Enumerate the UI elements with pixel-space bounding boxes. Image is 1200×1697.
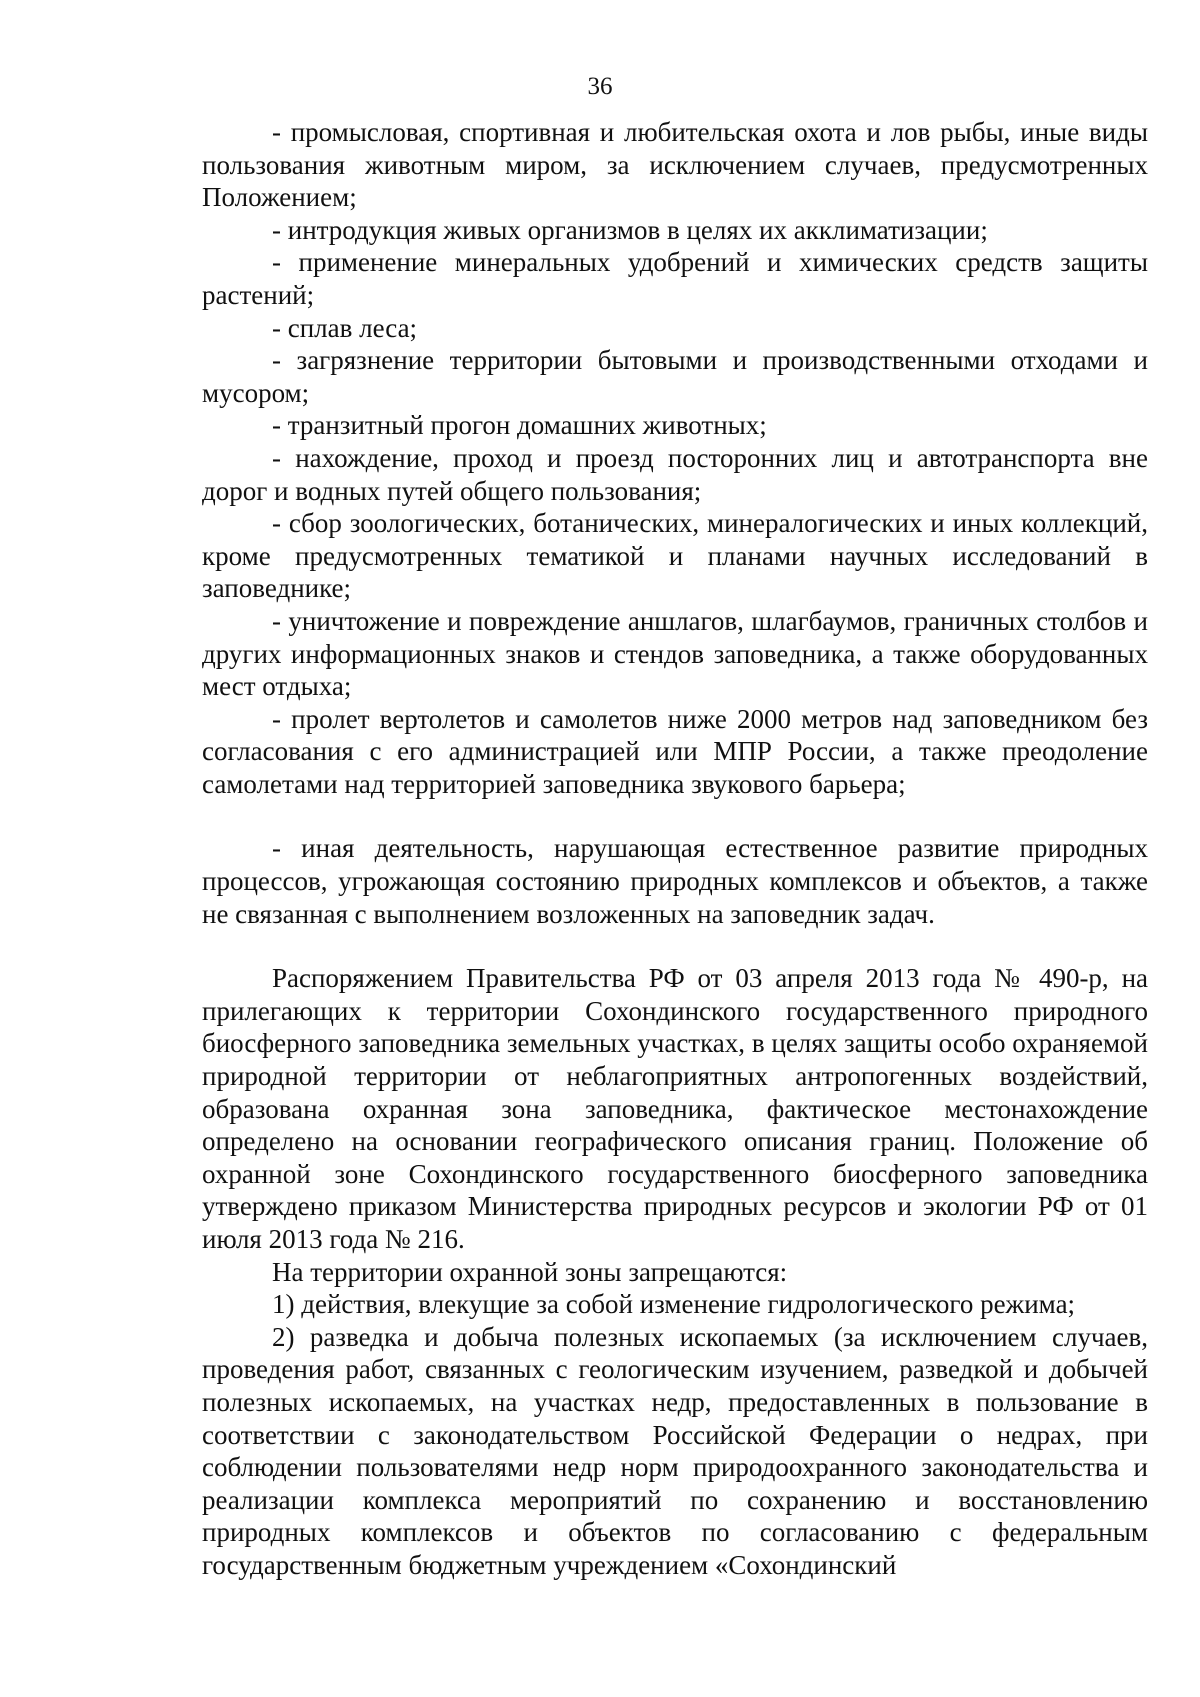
list-item: - нахождение, проход и проезд посторонних лиц и автотранспорта вне дорог и водных путей общего пользования; (202, 442, 1148, 506)
list-item: - сбор зоологических, ботанических, минералогических и иных коллекций, кроме предусмотренных тематикой и планами научных исследований в заповеднике; (202, 508, 1148, 604)
page-number: 36 (587, 73, 613, 100)
list-item: - загрязнение территории бытовыми и производственными отходами и мусором; (202, 345, 1148, 408)
list-item: - интродукция живых организмов в целях их акклиматизации; (272, 214, 988, 245)
list-item: - пролет вертолетов и самолетов ниже 2000 метров над заповедником без согласования с его администрацией или МПР России, а также преодоление самолетами над территорией заповедника звукового барьера; (202, 703, 1148, 799)
paragraph-gap (202, 930, 1148, 962)
list-item: - транзитный прогон домашних животных; (272, 410, 767, 441)
list-item: - промысловая, спортивная и любительская охота и лов рыбы, иные виды пользования животным миром, за исключением случаев, предусмотренных Положением; (202, 117, 1148, 213)
numbered-item: 1) действия, влекущие за собой изменение гидрологического режима; (272, 1289, 1076, 1320)
list-item: - иная деятельность, нарушающая естественное развитие природных процессов, угрожающая состоянию природных комплексов и объектов, а также не связанная с выполнением возложенных на заповедник задач. (202, 833, 1148, 929)
paragraph-gap (202, 800, 1148, 832)
paragraph: Распоряжением Правительства РФ от 03 апреля 2013 года № 490-р, на прилегающих к территории Сохондинского государственного природного биосферного заповедника земельных участках, в целях защиты особо охраняемой природной территории от неблагоприятных антропогенных воздействий, образована охранная зона заповедника, фактическое местонахождение определено на основании географического описания границ. Положение об охранной зоне Сохондинского государственного биосферного заповедника утверждено приказом Министерства природных ресурсов и экологии РФ от 01 июля 2013 года № 216. (202, 963, 1148, 1254)
paragraph: На территории охранной зоны запрещаются: (272, 1256, 788, 1287)
list-item: - сплав леса; (272, 312, 418, 343)
body-text (202, 116, 1148, 1582)
list-item: - уничтожение и повреждение аншлагов, шлагбаумов, граничных столбов и других информационных знаков и стендов заповедника, а также оборудованных мест отдыха; (202, 605, 1148, 702)
list-item: - применение минеральных удобрений и химических средств защиты растений; (202, 247, 1148, 310)
numbered-item: 2) разведка и добыча полезных ископаемых (за исключением случаев, проведения работ, связанных с геологическим изучением, разведкой и добычей полезных ископаемых, на участках недр, предоставленных в пользование в соответствии с законодательством Российской Федерации о недрах, при соблюдении пользователями недр норм природоохранного законодательства и реализации комплекса мероприятий по сохранению и восстановлению природных комплексов и объектов по согласованию с федеральным государственным бюджетным учреждением «Сохондинский (202, 1321, 1148, 1580)
